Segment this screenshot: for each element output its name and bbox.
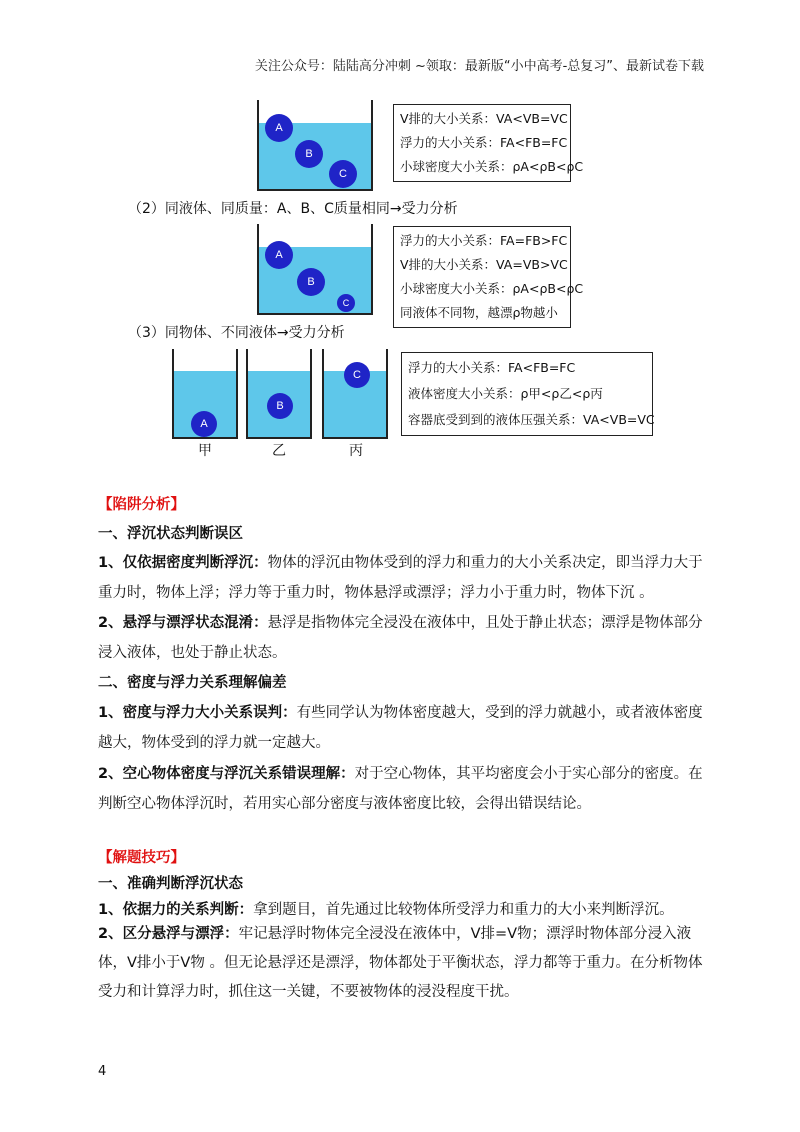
page-number: 4: [98, 1064, 107, 1079]
case3-caption: （3）同物体、不同液体→受力分析: [128, 325, 345, 341]
ball-b: B: [297, 268, 325, 296]
tank-label-bing: 丙: [349, 443, 363, 459]
tank-bing: [322, 349, 388, 439]
tips-para-2: 2、区分悬浮与漂浮：牢记悬浮时物体完全浸没在液体中，V排=V物；漂浮时物体部分浸入液体，V排小于V物 。但无论悬浮还是漂浮，物体都处于平衡状态，浮力都等于重力。在分析物体受力和计算浮力时，抓住这一关键，不要被物体的浸没程度干扰。: [98, 926, 703, 1000]
tank-label-jia: 甲: [198, 443, 212, 459]
ball-b: B: [295, 140, 323, 168]
tank-figure-1: [257, 100, 373, 191]
pitfall-para-4: 2、空心物体密度与浮沉关系错误理解：对于空心物体，其平均密度会小于实心部分的密度。在判断空心物体浮沉时，若用实心部分密度与液体密度比较，会得出错误结论。: [98, 766, 703, 812]
ball-b: B: [267, 393, 293, 419]
ball-a: A: [265, 241, 293, 269]
pitfall-para-1: 1、仅依据密度判断浮沉：物体的浮沉由物体受到的浮力和重力的大小关系决定，即当浮力大于重力时，物体上浮；浮力等于重力时，物体悬浮或漂浮；浮力小于重力时，物体下沉 。: [98, 555, 703, 601]
ball-a: A: [265, 114, 293, 142]
ball-a: A: [191, 411, 217, 437]
pitfall-para-3: 1、密度与浮力大小关系误判：有些同学认为物体密度越大，受到的浮力就越小，或者液体密度越大，物体受到的浮力就一定越大。: [98, 705, 703, 751]
tips-title: 【解题技巧】: [98, 850, 185, 866]
ball-c: C: [344, 362, 370, 388]
ball-c: C: [329, 160, 357, 188]
pitfall-section-2: 二、密度与浮力关系理解偏差: [98, 675, 287, 691]
relation-box-1: V排的大小关系：VA<VB=VC 浮力的大小关系：FA<FB=FC 小球密度大小关系：ρA<ρB<ρC: [393, 104, 571, 182]
page-header: 关注公众号：陆陆高分冲刺 ~领取：最新版“小中高考-总复习”、最新试卷下载: [254, 59, 704, 74]
tips-section-1: 一、准确判断浮沉状态: [98, 876, 243, 892]
ball-c: C: [337, 294, 355, 312]
pitfall-para-2: 2、悬浮与漂浮状态混淆：悬浮是指物体完全浸没在液体中，且处于静止状态；漂浮是物体部分浸入液体，也处于静止状态。: [98, 615, 703, 661]
relation-box-3: 浮力的大小关系：FA<FB=FC 液体密度大小关系：ρ甲<ρ乙<ρ丙 容器底受到到的液体压强关系：VA<VB=VC: [401, 352, 653, 436]
tank-label-yi: 乙: [272, 443, 286, 459]
tips-para-1: 1、依据力的关系判断：拿到题目，首先通过比较物体所受浮力和重力的大小来判断浮沉。: [98, 902, 674, 918]
pitfall-section-1: 一、浮沉状态判断误区: [98, 526, 243, 542]
tank-figure-2: [257, 224, 373, 315]
case2-caption: （2）同液体、同质量：A、B、C质量相同→受力分析: [128, 201, 458, 217]
pitfall-title: 【陷阱分析】: [98, 497, 185, 513]
tank-jia: [172, 349, 238, 439]
tank-yi: [246, 349, 312, 439]
relation-box-2: 浮力的大小关系：FA=FB>FC V排的大小关系：VA=VB>VC 小球密度大小关系：ρA<ρB<ρC 同液体不同物，越漂ρ物越小: [393, 226, 571, 328]
